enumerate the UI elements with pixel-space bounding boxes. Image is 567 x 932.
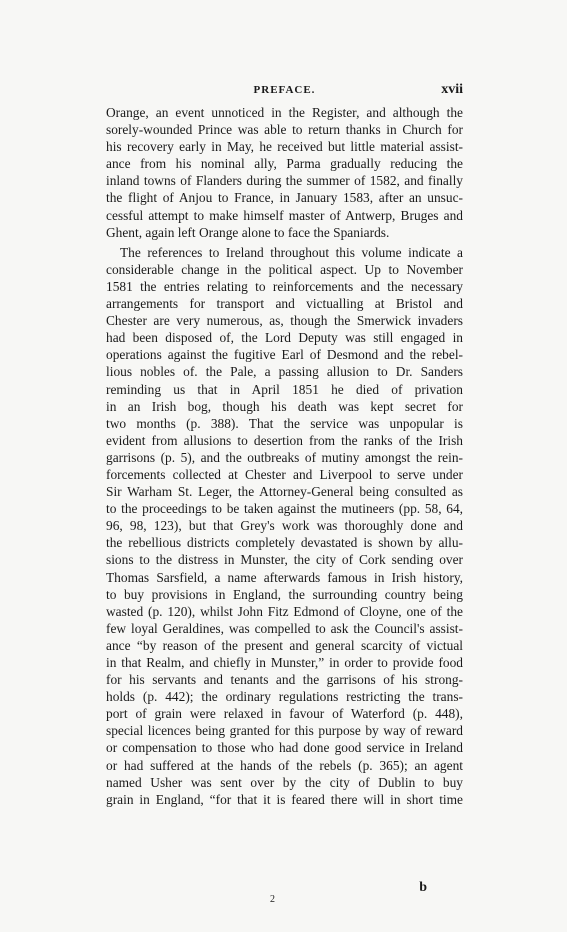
page-header	[106, 84, 463, 102]
text-line: few loyal Geraldines, was compelled to ask the Council's assist-	[106, 620, 463, 636]
text-line: Ghent, again left Orange alone to face the Spaniards.	[106, 224, 390, 240]
text-line: Thomas Sarsfield, a name afterwards famous in Irish history,	[106, 569, 463, 585]
text-line: evident from allusions to desertion from the ranks of the Irish	[106, 432, 463, 448]
text-line: cessful attempt to make himself master of Antwerp, Bruges and	[106, 207, 463, 223]
text-line: in that Realm, and chiefly in Munster,” in order to provide food	[106, 655, 463, 670]
text-line: port of grain were relaxed in favour of Waterford (p. 448),	[106, 706, 463, 722]
text-line: Chester are very numerous, as, though the Smerwick invaders	[106, 313, 463, 329]
text-line: considerable change in the political aspect. Up to November	[106, 261, 463, 277]
text-line: Orange, an event unnoticed in the Register, and although the	[106, 105, 463, 120]
paragraph	[106, 104, 463, 241]
text-line: sorely-wounded Prince was able to return thanks in Church for	[106, 122, 463, 138]
text-line: to buy provisions in England, the surrounding country being	[106, 586, 463, 602]
gathering-letter: b	[419, 880, 427, 895]
text-line: ance from his nominal ally, Parma gradually reducing the	[106, 156, 463, 172]
text-line: or had suffered at the hands of the rebels (p. 365); an agent	[106, 757, 463, 773]
text-line: lious nobles of. the Pale, a passing allusion to Dr. Sanders	[106, 364, 463, 380]
text-line: wasted (p. 120), whilst John Fitz Edmond of Cloyne, one of the	[106, 603, 463, 619]
text-line: grain in England, “for that it is feared there will in short time	[106, 791, 463, 807]
text-line: holds (p. 442); the ordinary regulations restricting the trans-	[106, 689, 463, 705]
text-line: ance “by reason of the present and general scarcity of victual	[106, 637, 463, 653]
text-line: arrangements for transport and victualling at Bristol and	[106, 296, 463, 312]
signature-number: 2	[270, 894, 275, 905]
text-line: or compensation to those who had done good service in Ireland	[106, 740, 463, 756]
page-footer	[106, 880, 463, 912]
text-line: two months (p. 388). That the service was unpopular is	[106, 415, 463, 431]
text-line: 1581 the entries relating to reinforcements and the necessary	[106, 278, 463, 294]
running-title: PREFACE.	[253, 84, 316, 96]
text-line: sions to the distress in Munster, the city of Cork sending over	[106, 552, 463, 568]
text-line: garrisons (p. 5), and the outbreaks of mutiny amongst the rein-	[106, 449, 463, 465]
paragraph	[106, 244, 463, 808]
text-line: 96, 98, 123), but that Grey's work was thoroughly done and	[106, 518, 463, 534]
text-line: the flight of Anjou to France, in January 1583, after an unsuc-	[106, 190, 463, 206]
text-line: named Usher was sent over by the city of Dublin to buy	[106, 774, 463, 790]
text-line: special licences being granted for this purpose by way of reward	[106, 723, 463, 739]
text-line: the rebellious districts completely devastated is shown by allu-	[106, 535, 463, 551]
text-line: had been disposed of, the Lord Deputy was still engaged in	[106, 330, 463, 346]
text-line: The references to Ireland throughout this volume indicate a	[120, 244, 463, 260]
text-line: his recovery early in May, he received but little material assist-	[106, 139, 463, 155]
text-line: reminding us that in April 1851 he died of privation	[106, 381, 463, 397]
text-line: inland towns of Flanders during the summer of 1582, and finally	[106, 173, 463, 189]
page-body	[106, 104, 463, 811]
text-line: to the proceedings to be taken against the mutineers (pp. 58, 64,	[106, 501, 463, 517]
text-line: for his servants and tenants and the garrisons of his strong-	[106, 672, 463, 688]
text-line: in an Irish bog, though his death was kept secret for	[106, 398, 463, 414]
text-line: Sir Warham St. Leger, the Attorney-General being consulted as	[106, 484, 463, 500]
page-number: xvii	[441, 82, 463, 97]
text-line: operations against the fugitive Earl of Desmond and the rebel-	[106, 347, 463, 363]
text-line: forcements collected at Chester and Liverpool to serve under	[106, 466, 463, 482]
